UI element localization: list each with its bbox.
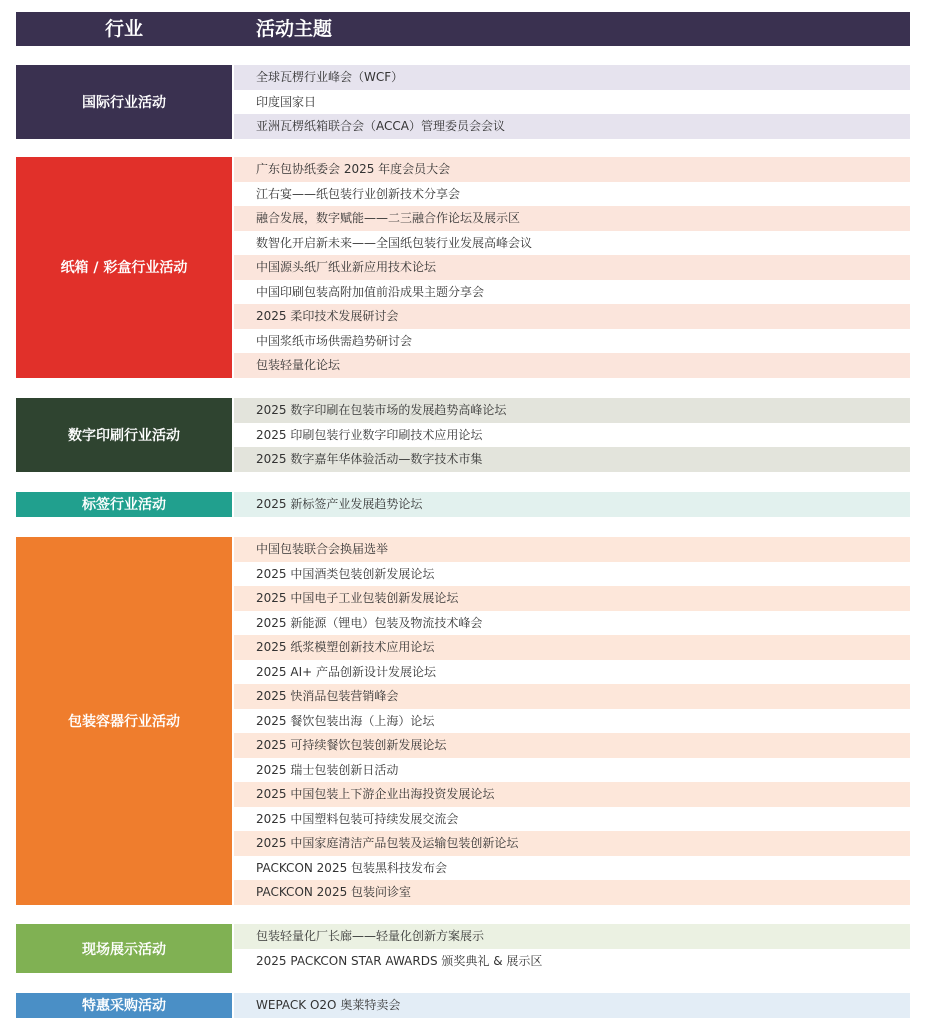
activity-list (234, 398, 910, 472)
activity-row: 亚洲瓦楞纸箱联合会（ACCA）管理委员会会议 (234, 114, 910, 139)
activity-row: 包装轻量化厂长廊——轻量化创新方案展示 (234, 924, 910, 949)
category-label: 纸箱 / 彩盒行业活动 (16, 157, 232, 378)
activity-row: 2025 数字嘉年华体验活动—数字技术市集 (234, 447, 910, 472)
activity-row: 2025 印刷包装行业数字印刷技术应用论坛 (234, 423, 910, 448)
category-label: 数字印刷行业活动 (16, 398, 232, 472)
category-label: 现场展示活动 (16, 924, 232, 973)
activity-row: 中国浆纸市场供需趋势研讨会 (234, 329, 910, 354)
activity-row: 2025 中国塑料包装可持续发展交流会 (234, 807, 910, 832)
activity-row: 融合发展，数字赋能——二三融合作论坛及展示区 (234, 206, 910, 231)
activity-list (234, 157, 910, 378)
group-discount-purchase (16, 993, 910, 1018)
activity-list (234, 537, 910, 905)
activity-row: 江右宴——纸包装行业创新技术分享会 (234, 182, 910, 207)
group-label (16, 492, 910, 517)
activity-row: 2025 AI+ 产品创新设计发展论坛 (234, 660, 910, 685)
header-theme: 活动主题 (256, 18, 333, 40)
activity-row: 2025 中国电子工业包装创新发展论坛 (234, 586, 910, 611)
activity-list (234, 924, 910, 973)
group-digital-printing (16, 398, 910, 472)
activity-list (234, 492, 910, 517)
group-onsite-display (16, 924, 910, 973)
table-header (16, 12, 910, 46)
activity-row: 2025 可持续餐饮包装创新发展论坛 (234, 733, 910, 758)
group-carton (16, 157, 910, 378)
activity-row: 2025 快消品包装营销峰会 (234, 684, 910, 709)
group-international (16, 65, 910, 139)
activity-row: PACKCON 2025 包装问诊室 (234, 880, 910, 905)
group-packaging-container (16, 537, 910, 905)
activity-row: WEPACK O2O 奥莱特卖会 (234, 993, 910, 1018)
activity-row: 数智化开启新未来——全国纸包装行业发展高峰会议 (234, 231, 910, 256)
activity-row: 2025 餐饮包装出海（上海）论坛 (234, 709, 910, 734)
category-label: 包装容器行业活动 (16, 537, 232, 905)
category-label: 标签行业活动 (16, 492, 232, 517)
activity-row: 包装轻量化论坛 (234, 353, 910, 378)
category-label: 特惠采购活动 (16, 993, 232, 1018)
activity-row: 广东包协纸委会 2025 年度会员大会 (234, 157, 910, 182)
activity-row: PACKCON 2025 包装黑科技发布会 (234, 856, 910, 881)
activity-row: 中国印刷包装高附加值前沿成果主题分享会 (234, 280, 910, 305)
activity-row: 印度国家日 (234, 90, 910, 115)
activity-row: 2025 新能源（锂电）包装及物流技术峰会 (234, 611, 910, 636)
activity-row: 2025 数字印刷在包装市场的发展趋势高峰论坛 (234, 398, 910, 423)
activity-row: 中国源头纸厂纸业新应用技术论坛 (234, 255, 910, 280)
activity-row: 2025 柔印技术发展研讨会 (234, 304, 910, 329)
activity-row: 全球瓦楞行业峰会（WCF） (234, 65, 910, 90)
activity-row: 2025 新标签产业发展趋势论坛 (234, 492, 910, 517)
header-industry: 行业 (104, 18, 143, 40)
activity-row: 2025 中国酒类包装创新发展论坛 (234, 562, 910, 587)
activity-row: 中国包装联合会换届选举 (234, 537, 910, 562)
activity-row: 2025 中国包装上下游企业出海投资发展论坛 (234, 782, 910, 807)
activity-row: 2025 瑞士包装创新日活动 (234, 758, 910, 783)
activity-row: 2025 中国家庭清洁产品包装及运输包装创新论坛 (234, 831, 910, 856)
activity-list (234, 65, 910, 139)
activity-list (234, 993, 910, 1018)
activity-row: 2025 PACKCON STAR AWARDS 颁奖典礼 & 展示区 (234, 949, 910, 974)
activity-row: 2025 纸浆模塑创新技术应用论坛 (234, 635, 910, 660)
category-label: 国际行业活动 (16, 65, 232, 139)
